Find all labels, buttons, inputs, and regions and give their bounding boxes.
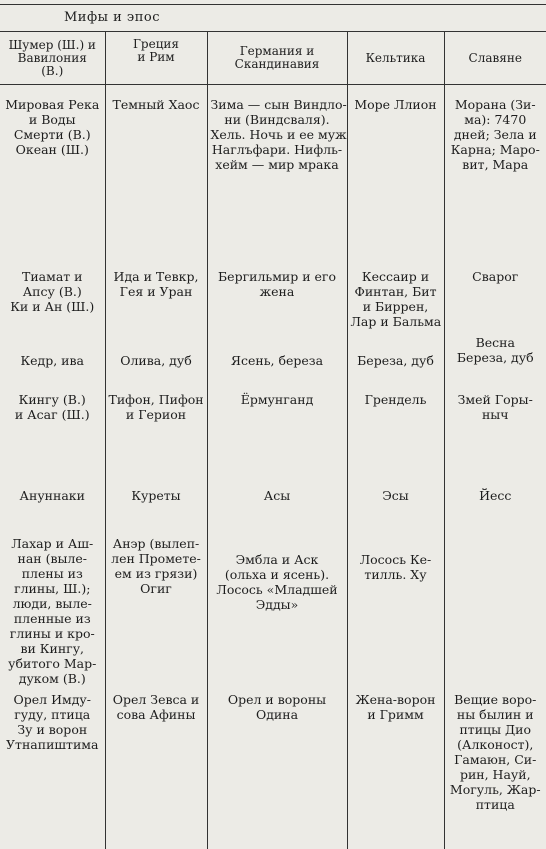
table-cell — [444, 380, 546, 482]
cell-line: ни (Виндсваля). — [224, 112, 330, 127]
table-cell — [347, 232, 444, 330]
header-row — [0, 32, 546, 85]
table-cell — [347, 380, 444, 482]
cell-line: и Воды — [28, 112, 76, 127]
table-cell — [207, 482, 347, 528]
cell-line: Тифон, Пифон — [108, 391, 204, 407]
cell-line: (ольха и ясень). — [224, 566, 330, 582]
cell-line: Наглъфари. Нифль- — [211, 142, 343, 157]
cell-line: нан (выле- — [17, 550, 87, 566]
cell-line: Мировая Река — [5, 97, 100, 112]
cell-line: Бергильмир и его — [217, 268, 337, 284]
table-header — [0, 32, 546, 85]
cell-line: Вещие воро- — [454, 691, 537, 707]
cell-line: ем из грязи) — [114, 565, 198, 581]
cell-line: ви Кингу, — [20, 640, 85, 656]
table-cell — [444, 686, 546, 849]
table-body — [0, 85, 546, 849]
cell-line: Эмбла и Аск — [235, 551, 319, 567]
cell-line: Береза, дуб — [456, 349, 534, 365]
cell-line: Скандинавия — [234, 57, 320, 71]
cell-line: Морана (Зи- — [454, 97, 536, 112]
column-header-sumer — [0, 32, 105, 85]
cell-line: Темный Хаос — [112, 97, 200, 112]
cell-line: Эсы — [382, 487, 409, 503]
table-row — [0, 482, 546, 528]
table-cell — [444, 482, 546, 528]
table-cell — [444, 330, 546, 380]
table-cell — [105, 380, 207, 482]
table-row — [0, 330, 546, 380]
cell-line: Лосось «Младшей — [216, 581, 338, 597]
comparison-table — [0, 31, 546, 849]
cell-line: Вавилония — [17, 50, 87, 65]
cell-line: люди, выле- — [12, 595, 92, 611]
cell-line: и Асаг (Ш.) — [14, 406, 90, 422]
table-cell — [0, 380, 105, 482]
cell-line: Греция — [132, 37, 179, 51]
cell-line: Могуль, Жар- — [449, 781, 541, 797]
cell-line: Карна; Маро- — [450, 142, 540, 157]
cell-line: глины и кро- — [9, 625, 95, 641]
cell-line: Орел Зевса и — [112, 691, 200, 707]
table-cell — [444, 528, 546, 686]
cell-line: Шумер (Ш.) и — [8, 37, 96, 52]
table-cell — [0, 330, 105, 380]
cell-line: Ёрмунганд — [240, 391, 314, 407]
table-cell — [444, 232, 546, 330]
cell-line: пленные из — [13, 610, 91, 626]
cell-line: Жена-ворон — [355, 691, 436, 707]
table-cell — [105, 528, 207, 686]
cell-line: ны былин и — [456, 706, 534, 722]
cell-line: Славяне — [468, 50, 522, 65]
cell-line: ма): 7470 — [464, 112, 527, 127]
cell-line: хейм — мир мрака — [215, 157, 339, 172]
column-header-slavs — [444, 32, 546, 85]
table-row — [0, 528, 546, 686]
cell-line: Смерти (В.) — [13, 127, 91, 142]
cell-line: Море Ллион — [354, 97, 437, 112]
cell-line: Сварог — [472, 268, 519, 284]
cell-line: Апсу (В.) — [22, 283, 82, 299]
cell-line: и Гримм — [367, 706, 424, 722]
table-cell — [105, 686, 207, 849]
cell-line: Лосось Ке- — [359, 551, 432, 567]
cell-line: Йесс — [479, 487, 512, 503]
cell-line: Ида и Тевкр, — [113, 268, 199, 284]
cell-line: Океан (Ш.) — [15, 142, 89, 157]
table-cell — [207, 85, 347, 232]
cell-line: Лар и Бальма — [350, 313, 442, 329]
table-cell — [0, 85, 105, 232]
cell-line: рин, Науй, — [459, 766, 531, 782]
column-header-greece — [105, 32, 207, 85]
cell-line: Финтан, Бит — [354, 283, 437, 299]
cell-line: Ясень, береза — [230, 352, 324, 368]
table-cell — [105, 482, 207, 528]
cell-line: дуком (В.) — [18, 670, 86, 686]
table-cell — [347, 330, 444, 380]
cell-line: вит, Мара — [462, 157, 529, 172]
cell-line: лен Промете- — [111, 550, 201, 566]
cell-line: Змей Горы- — [457, 391, 533, 407]
cell-line: сова Афины — [116, 706, 196, 722]
cell-line: гуду, птица — [14, 706, 91, 722]
table-row — [0, 232, 546, 330]
section-title: Мифы и эпос — [64, 10, 160, 25]
cell-line: дней; Зела и — [453, 127, 537, 142]
table-cell — [207, 686, 347, 849]
table-cell — [207, 528, 347, 686]
cell-line: плены из — [21, 565, 83, 581]
cell-line: Ануннаки — [19, 487, 85, 503]
cell-line: Хель. Ночь и ее муж — [210, 127, 347, 142]
table-cell — [0, 232, 105, 330]
table-row — [0, 686, 546, 849]
table-row — [0, 85, 546, 232]
cell-line: птицы Дио — [459, 721, 532, 737]
cell-line: (Алконост), — [457, 736, 534, 752]
table-cell — [207, 330, 347, 380]
cell-line: Кессаир и — [361, 268, 430, 284]
table-cell — [105, 232, 207, 330]
cell-line: жена — [259, 283, 295, 299]
cell-line: Зу и ворон — [17, 721, 88, 737]
table-cell — [444, 85, 546, 232]
table-row — [0, 380, 546, 482]
cell-line: убитого Мар- — [8, 655, 97, 671]
cell-line: и Герион — [125, 406, 187, 422]
table-cell — [207, 232, 347, 330]
cell-line: Гея и Уран — [119, 283, 193, 299]
column-header-celtic — [347, 32, 444, 85]
cell-line: Береза, дуб — [357, 352, 434, 368]
cell-line: Орел Имду- — [13, 691, 91, 707]
cell-line: Тиамат и — [21, 268, 83, 284]
cell-line: Лахар и Аш- — [11, 535, 94, 551]
cell-line: Грендель — [364, 391, 427, 407]
cell-line: Асы — [263, 487, 291, 503]
table-cell — [347, 686, 444, 849]
cell-line: Олива, дуб — [120, 352, 192, 368]
cell-line: глины, Ш.); — [14, 580, 91, 596]
cell-line: Орел и вороны — [227, 691, 327, 707]
table-cell — [105, 85, 207, 232]
cell-line: Эдды» — [255, 596, 299, 612]
column-header-germany — [207, 32, 347, 85]
table-cell — [0, 686, 105, 849]
cell-line: Весна — [475, 334, 515, 350]
cell-line: Гамаюн, Си- — [454, 751, 537, 767]
cell-line: ныч — [481, 406, 509, 422]
table-cell — [105, 330, 207, 380]
top-rule — [0, 4, 546, 5]
cell-line: Ки и Ан (Ш.) — [10, 298, 95, 314]
table-cell — [0, 528, 105, 686]
cell-line: (В.) — [41, 63, 64, 78]
cell-line: Огиг — [140, 580, 172, 596]
cell-line: тилль. Ху — [364, 566, 427, 582]
table-cell — [347, 482, 444, 528]
cell-line: и Биррен, — [362, 298, 429, 314]
cell-line: Куреты — [131, 487, 181, 503]
cell-line: Зима — сын Виндло- — [210, 97, 347, 112]
cell-line: Кельтика — [365, 50, 426, 65]
cell-line: Утнапиштима — [6, 736, 99, 752]
table-cell — [347, 528, 444, 686]
cell-line: Кедр, ива — [20, 352, 85, 368]
cell-line: Анэр (вылеп- — [112, 535, 200, 551]
cell-line: Кингу (В.) — [18, 391, 86, 407]
cell-line: Германия и — [239, 44, 315, 58]
table-cell — [0, 482, 105, 528]
table-cell — [207, 380, 347, 482]
cell-line: и Рим — [137, 50, 175, 64]
table-cell — [347, 85, 444, 232]
cell-line: Одина — [255, 706, 299, 722]
cell-line: птица — [475, 796, 515, 812]
